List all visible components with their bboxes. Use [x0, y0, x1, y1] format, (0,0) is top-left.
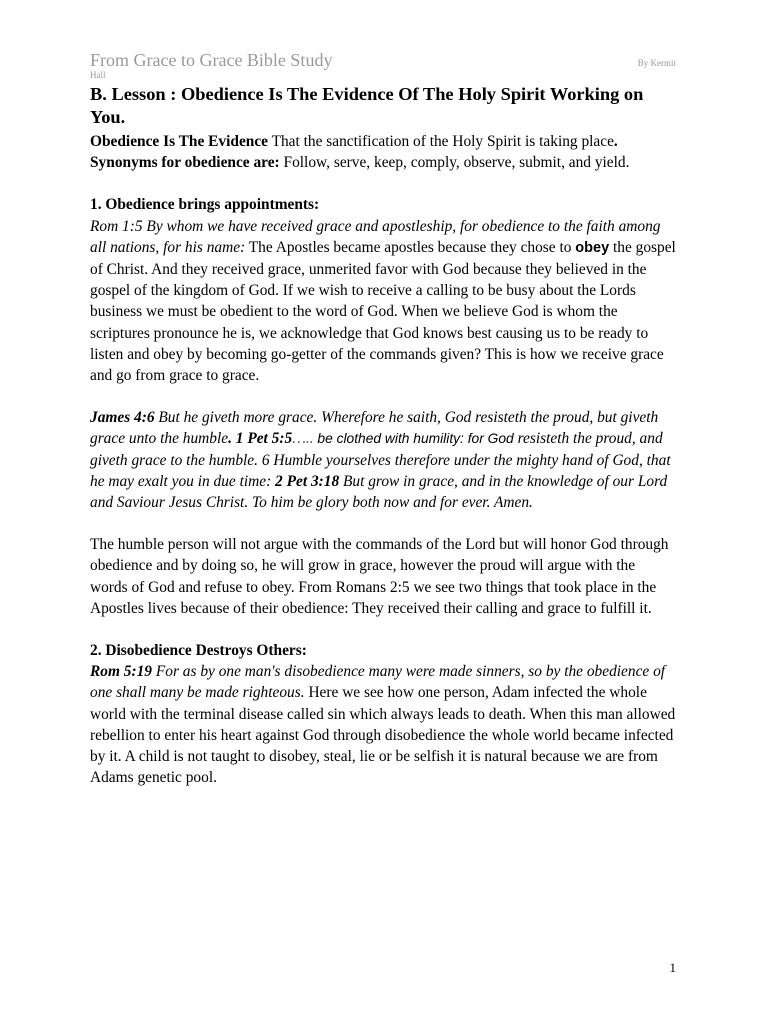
header-author-continued: Hall [90, 70, 106, 80]
pet5-sans-text: be clothed with humility: for God [313, 431, 514, 447]
section1-heading-text: 1. Obedience brings appointments: [90, 196, 320, 214]
spacer [90, 513, 676, 534]
page-header [90, 50, 676, 86]
evidence-end: . [613, 133, 618, 150]
section2-heading-text: 2. Disobedience Destroys Others: [90, 642, 307, 660]
section2-ref: Rom 5:19 [90, 663, 152, 681]
evidence-label: Obedience Is The Evidence [90, 133, 268, 150]
synonyms-label: Synonyms for obedience are: [90, 154, 280, 172]
humble-paragraph: The humble person will not argue with the commands of the Lord but will honor God through obedience and by doing so, he will grow in grace, however the proud will argue with the words of God and refuse to obey. From Romans 2:5 we see two things that took place in the Apostles lives because of their obedience: They received their calling and grace to fulfill it. [90, 536, 669, 617]
james-period: . [228, 430, 232, 448]
ellipsis-dots: ….. [292, 430, 314, 448]
section1-verse: Rom 1:5 By whom we have received grace and apostleship, for obedience to the faith among all nations, for his name: [90, 217, 661, 256]
evidence-text: That the sanctification of the Holy Spirit is taking place [268, 133, 614, 150]
james-ref: James 4:6 [90, 409, 155, 427]
section2-text: Here we see how one person, Adam infected the whole world with the terminal disease called sin which always leads to death. When this man allowed rebellion to enter his heart against God through disobedience the whole world became infected by it. A child is not taught to disobey, steal, lie or be selfish it is natural because we are from Adams genetic pool. [90, 684, 676, 787]
pet5-text: resisteth the proud, and giveth grace to the humble. 6 Humble yourselves therefore under the mighty hand of God, that he may exalt you in due time: [90, 430, 671, 490]
pet3-text: But grow in grace, and in the knowledge of our Lord and Saviour Jesus Christ. To him be glory both now and for ever. Amen. [90, 472, 668, 512]
section1-paragraph [90, 216, 676, 387]
synonyms-paragraph [90, 152, 676, 173]
page-number: 1 [669, 960, 676, 975]
section2-paragraph [90, 661, 676, 788]
document-page [90, 0, 676, 1024]
lesson-title: B. Lesson : Obedience Is The Evidence Of The Holy Spirit Working on You. [90, 84, 644, 127]
obey-word: obey [575, 239, 610, 256]
pet5-ref: 1 Pet 5:5 [231, 430, 293, 448]
section2-heading [90, 640, 676, 661]
spacer [90, 386, 676, 407]
spacer [90, 619, 676, 640]
document-body [90, 83, 676, 788]
section1-text-after: the gospel of Christ. And they received grace, unmerited favor with God because they believed in the gospel of the kingdom of God. If we wish to receive a calling to be busy about the Lords business we must be obedient to the word of God. When we believe God is whom the scriptures pronounce he is, we acknowledge that God knows best causing us to be ready to listen and obey by becoming go-getter of the commands given? This is how we receive grace and go from grace to grace. [90, 238, 676, 385]
header-title: From Grace to Grace Bible Study [90, 50, 333, 70]
synonyms-text: Follow, serve, keep, comply, observe, submit, and yield. [279, 154, 630, 172]
evidence-paragraph [90, 131, 676, 152]
pet3-ref: 2 Pet 3:18 [271, 472, 340, 490]
scripture-paragraph [90, 407, 676, 513]
james-text: But he giveth more grace. Wherefore he saith, God resisteth the proud, but giveth grace unto the humble [90, 409, 659, 448]
section1-heading [90, 194, 676, 215]
section1-text-before: The Apostles became apostles because they chose to [245, 238, 576, 256]
header-author: By Kermit [637, 58, 676, 68]
spacer [90, 173, 676, 194]
section2-verse: For as by one man's disobedience many were made sinners, so by the obedience of one shall many be made righteous. [90, 663, 666, 702]
